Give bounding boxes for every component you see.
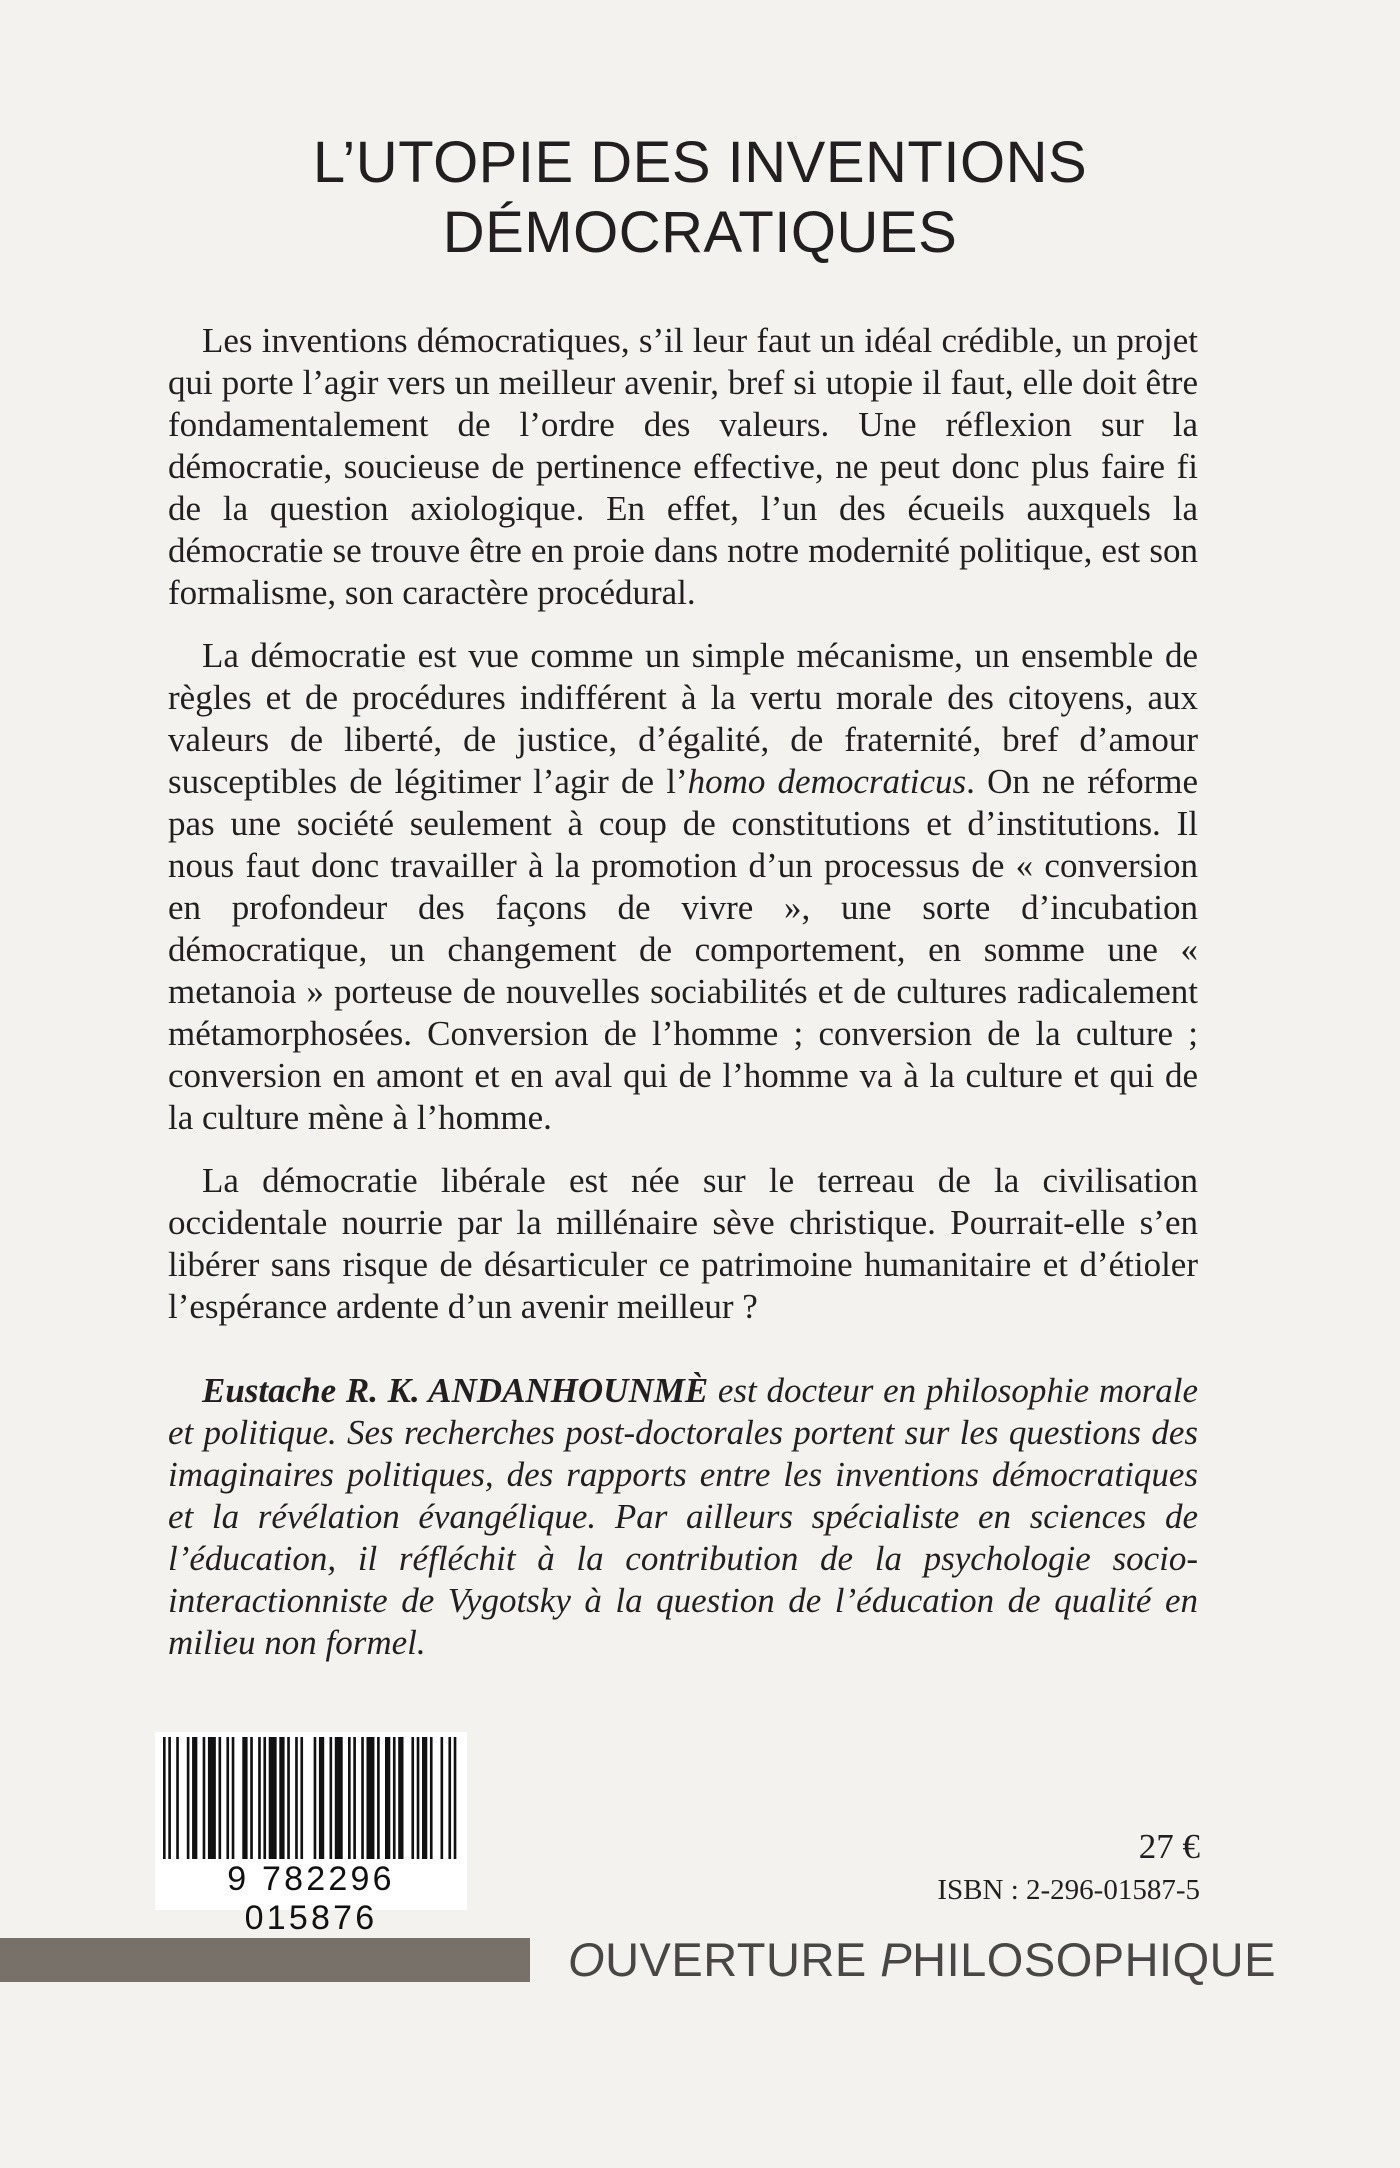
barcode-bar [187,1737,190,1859]
barcode-bar [314,1737,317,1859]
barcode-bar [367,1737,375,1859]
barcode-bar [335,1737,343,1859]
collection-initial-p: P [880,1933,913,1986]
barcode-bar [330,1737,333,1859]
barcode-bar [398,1737,403,1859]
barcode-bar [232,1737,235,1859]
barcode-bar [353,1737,356,1859]
isbn-number: ISBN : 2-296-01587-5 [937,1874,1200,1906]
barcode-bar [176,1737,179,1859]
barcode-bar [411,1737,414,1859]
collection-band [0,1938,530,1982]
barcode-bar [269,1737,277,1859]
collection-name [568,1932,1276,1987]
blurb-paragraph-2-end: . On ne réforme pas une société seulement à coup de constitutions et d’institutions. Il nous faut donc travailler à la promotion d’un processus de « conversion en profondeur des façons de vivre », une sorte d’incubation démocratique, un changement de comportement, en somme une « metanoia » porteuse de nouvelles sociabilités et de cultures radicalement métamorphosées. Conversion de l’homme ; conversion de la culture ; conversion en amont et en aval qui de l’homme va à la culture et qui de la culture mène à l’homme. [168,762,1198,1137]
barcode-bar [300,1737,303,1859]
barcode-bar [417,1737,420,1859]
barcode-bar [422,1737,427,1859]
barcode-bar [250,1737,253,1859]
barcode-bar [242,1737,247,1859]
barcode-bar [219,1737,222,1859]
blurb-paragraph-2 [168,635,1198,1139]
barcode-bar [393,1737,396,1859]
barcode-bar [385,1737,390,1859]
barcode-bar [295,1737,298,1859]
author-name: Eustache R. K. ANDANHOUNMÈ [202,1371,709,1410]
barcode-bar [361,1737,364,1859]
isbn-barcode [155,1732,467,1937]
barcode-bar [163,1737,166,1859]
barcode-bar [168,1737,171,1859]
barcode-bar [192,1737,197,1859]
author-bio [168,1370,1198,1664]
collection-word-1: UVERTURE [605,1933,881,1986]
barcode-bar [454,1737,457,1859]
blurb-paragraph-2-latin-term: homo democraticus [687,762,967,801]
barcode-bar [348,1737,351,1859]
blurb-paragraph-1: Les inventions démocratiques, s’il leur faut un idéal crédible, un projet qui porte l’agir vers un meilleur avenir, bref si utopie il faut, elle doit être fondamentalement de l’ordre des valeurs. Une réflexion sur la démocratie, soucieuse de pertinence effective, ne peut donc plus faire fi de la question axiologique. En effet, l’un des écueils auxquels la démocratie se trouve être en proie dans notre modernité politique, est son formalisme, son caractère procédural. [168,321,1198,612]
barcode-bar [258,1737,261,1859]
barcode-bar [448,1737,451,1859]
barcode-bars [163,1737,459,1859]
barcode-digits: 9 782296 015876 [227,1860,395,1937]
collection-initial-o: O [568,1933,606,1986]
barcode-bar [279,1737,284,1859]
barcode-bar [226,1737,229,1859]
author-bio-text: est docteur en philosophie morale et politique. Ses recherches post-doctorales portent sur les questions des imaginaires politiques, des rapports entre les inventions démocratiques et la révélation évangélique. Par ailleurs spécialiste en sciences de l’éducation, il réfléchit à la contribution de la psychologie socio-interactionniste de Vygotsky à la question de l’éducation de qualité en milieu non formel. [168,1371,1198,1662]
book-title-line-2: DÉMOCRATIQUES [442,200,958,265]
book-title-line-1: L’UTOPIE DES INVENTIONS [312,130,1088,195]
price: 27 € [1138,1827,1200,1866]
barcode-bar [208,1737,216,1859]
barcode-bar [203,1737,206,1859]
barcode-bar [430,1737,433,1859]
blurb-paragraph-2-start: La démocratie est vue comme un simple mécanisme, un ensemble de règles et de procédures indifférent à la vertu morale des citoyens, aux valeurs de liberté, de justice, d’égalité, de fraternité, bref d’amour susceptibles de légitimer l’agir de l’ [168,636,1198,801]
barcode-bar [441,1737,444,1859]
blurb-paragraph-3: La démocratie libérale est née sur le terreau de la civilisation occidentale nourrie par la millénaire sève christique. Pourrait-elle s’en libérer sans risque de désarticuler ce patrimoine humanitaire et d’étioler l’espérance ardente d’un avenir meilleur ? [168,1161,1198,1326]
barcode-bar [319,1737,324,1859]
collection-word-2: HILOSOPHIQUE [912,1933,1276,1986]
barcode-bar [287,1737,290,1859]
book-title [140,128,1260,268]
barcode-bar [263,1737,266,1859]
barcode-bar [377,1737,380,1859]
blurb [168,320,1198,1685]
